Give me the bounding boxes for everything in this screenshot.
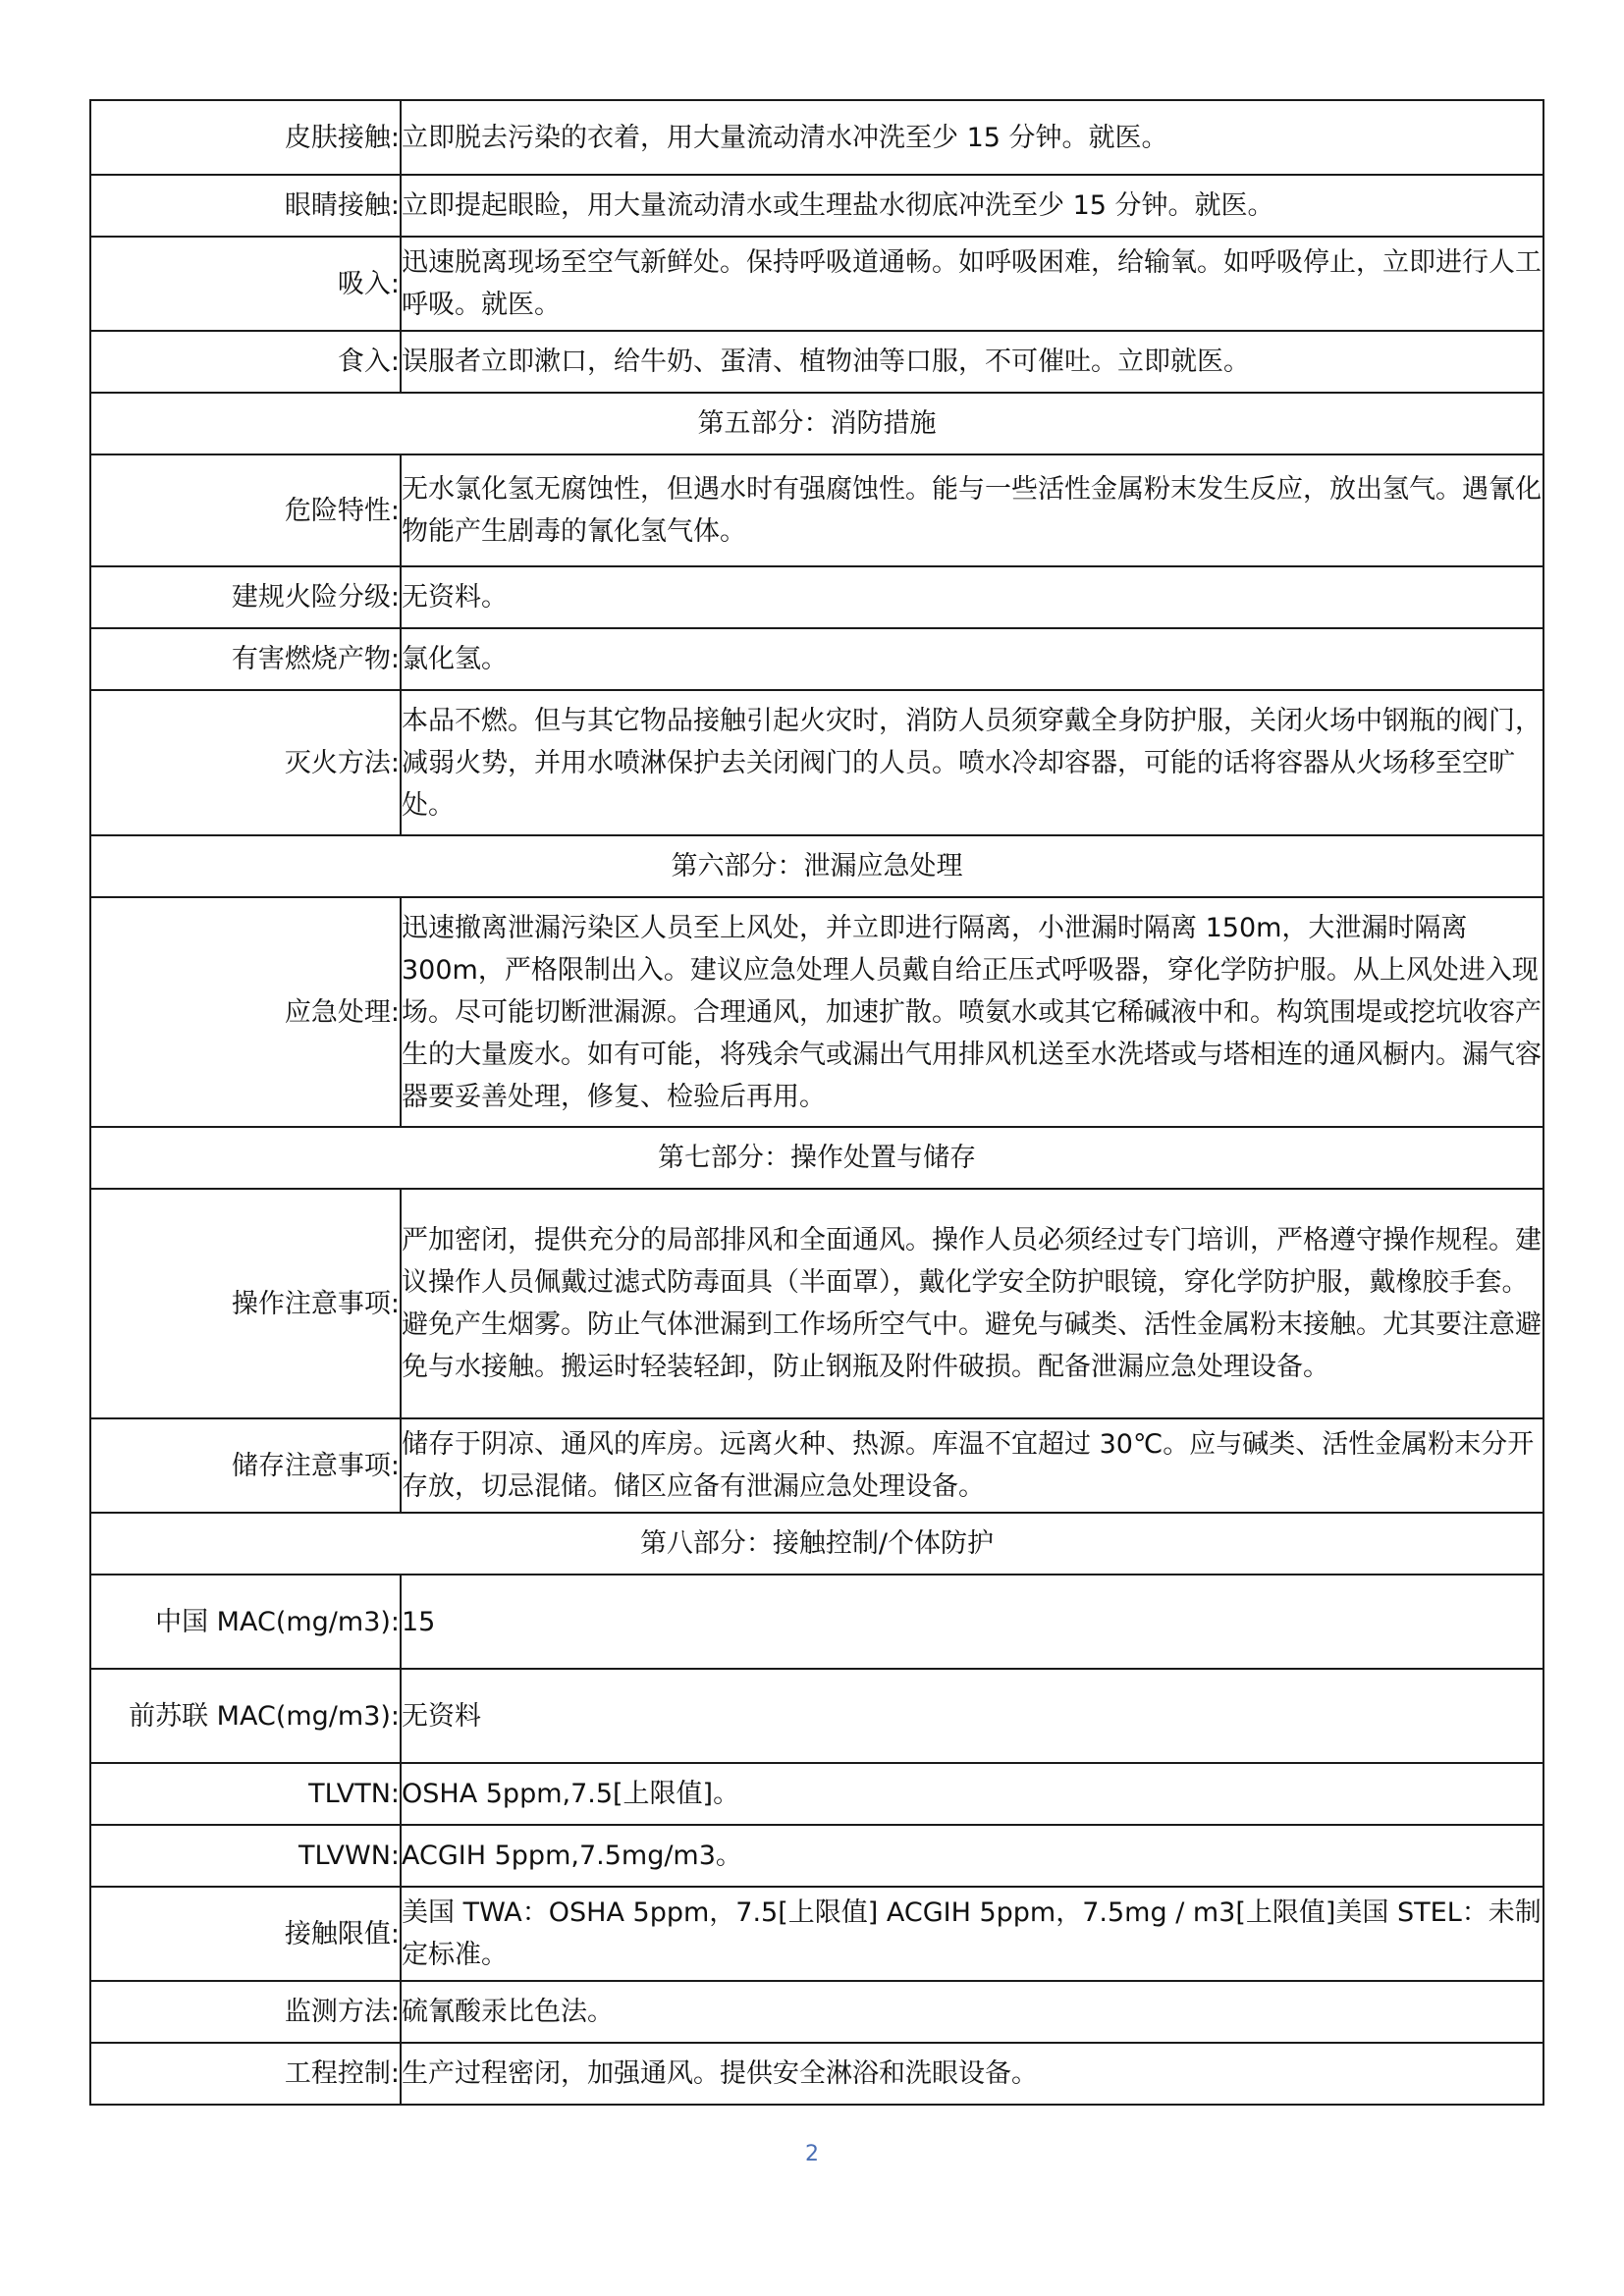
table-row: [90, 1981, 1543, 2043]
row-value: 无资料: [401, 1669, 1543, 1763]
table-row: [90, 690, 1543, 835]
table-row: [90, 1189, 1543, 1418]
row-label: 建规火险分级:: [90, 566, 401, 628]
table-row: [90, 628, 1543, 690]
row-label: 监测方法:: [90, 1981, 401, 2043]
row-label: 眼睛接触:: [90, 175, 401, 237]
table-row: [90, 1669, 1543, 1763]
table-row: [90, 100, 1543, 175]
row-value: 立即脱去污染的衣着，用大量流动清水冲洗至少 15 分钟。就医。: [401, 100, 1543, 175]
table-row: [90, 897, 1543, 1127]
sds-table: [89, 99, 1544, 2106]
table-row: [90, 331, 1543, 393]
row-value: ACGIH 5ppm,7.5mg/m3。: [401, 1825, 1543, 1887]
section-header-row: [90, 1513, 1543, 1575]
section-header: 第八部分：接触控制/个体防护: [90, 1513, 1543, 1575]
row-value: 严加密闭，提供充分的局部排风和全面通风。操作人员必须经过专门培训，严格遵守操作规程。建议操作人员佩戴过滤式防毒面具（半面罩），戴化学安全防护眼镜，穿化学防护服，戴橡胶手套。避免产生烟雾。防止气体泄漏到工作场所空气中。避免与碱类、活性金属粉末接触。尤其要注意避免与水接触。搬运时轻装轻卸，防止钢瓶及附件破损。配备泄漏应急处理设备。: [401, 1189, 1543, 1418]
table-row: [90, 1418, 1543, 1513]
table-row: [90, 454, 1543, 566]
row-label: 应急处理:: [90, 897, 401, 1127]
row-label: 中国 MAC(mg/m3):: [90, 1575, 401, 1669]
table-row: [90, 1763, 1543, 1825]
row-value: 硫氰酸汞比色法。: [401, 1981, 1543, 2043]
section-header-row: [90, 835, 1543, 897]
row-label: 接触限值:: [90, 1887, 401, 1981]
row-label: 工程控制:: [90, 2043, 401, 2105]
row-label: 危险特性:: [90, 454, 401, 566]
row-value: 生产过程密闭，加强通风。提供安全淋浴和洗眼设备。: [401, 2043, 1543, 2105]
row-label: TLVWN:: [90, 1825, 401, 1887]
row-value: 迅速脱离现场至空气新鲜处。保持呼吸道通畅。如呼吸困难，给输氧。如呼吸停止，立即进行人工呼吸。就医。: [401, 237, 1543, 331]
row-value: 迅速撤离泄漏污染区人员至上风处，并立即进行隔离，小泄漏时隔离 150m，大泄漏时隔离 300m，严格限制出入。建议应急处理人员戴自给正压式呼吸器，穿化学防护服。从上风处进入现场。尽可能切断泄漏源。合理通风，加速扩散。喷氨水或其它稀碱液中和。构筑围堤或挖坑收容产生的大量废水。如有可能，将残余气或漏出气用排风机送至水洗塔或与塔相连的通风橱内。漏气容器要妥善处理，修复、检验后再用。: [401, 897, 1543, 1127]
row-label: 灭火方法:: [90, 690, 401, 835]
row-value: 无水氯化氢无腐蚀性，但遇水时有强腐蚀性。能与一些活性金属粉末发生反应，放出氢气。遇氰化物能产生剧毒的氰化氢气体。: [401, 454, 1543, 566]
table-row: [90, 175, 1543, 237]
row-value: 本品不燃。但与其它物品接触引起火灾时，消防人员须穿戴全身防护服，关闭火场中钢瓶的阀门，减弱火势，并用水喷淋保护去关闭阀门的人员。喷水冷却容器，可能的话将容器从火场移至空旷处。: [401, 690, 1543, 835]
row-value: 无资料。: [401, 566, 1543, 628]
row-label: 前苏联 MAC(mg/m3):: [90, 1669, 401, 1763]
row-value: OSHA 5ppm,7.5[上限值]。: [401, 1763, 1543, 1825]
row-value: 立即提起眼睑，用大量流动清水或生理盐水彻底冲洗至少 15 分钟。就医。: [401, 175, 1543, 237]
table-row: [90, 566, 1543, 628]
row-label: 储存注意事项:: [90, 1418, 401, 1513]
row-value: 误服者立即漱口，给牛奶、蛋清、植物油等口服，不可催吐。立即就医。: [401, 331, 1543, 393]
section-header: 第五部分：消防措施: [90, 393, 1543, 454]
row-value: 储存于阴凉、通风的库房。远离火种、热源。库温不宜超过 30℃。应与碱类、活性金属粉末分开存放，切忌混储。储区应备有泄漏应急处理设备。: [401, 1418, 1543, 1513]
row-value: 15: [401, 1575, 1543, 1669]
row-label: TLVTN:: [90, 1763, 401, 1825]
table-row: [90, 1575, 1543, 1669]
table-row: [90, 1825, 1543, 1887]
row-value: 氯化氢。: [401, 628, 1543, 690]
row-label: 食入:: [90, 331, 401, 393]
row-label: 操作注意事项:: [90, 1189, 401, 1418]
row-label: 吸入:: [90, 237, 401, 331]
table-row: [90, 2043, 1543, 2105]
row-label: 有害燃烧产物:: [90, 628, 401, 690]
row-label: 皮肤接触:: [90, 100, 401, 175]
section-header: 第六部分：泄漏应急处理: [90, 835, 1543, 897]
table-row: [90, 237, 1543, 331]
section-header-row: [90, 393, 1543, 454]
page-number: 2: [805, 2142, 819, 2166]
section-header-row: [90, 1127, 1543, 1189]
section-header: 第七部分：操作处置与储存: [90, 1127, 1543, 1189]
table-row: [90, 1887, 1543, 1981]
row-value: 美国 TWA：OSHA 5ppm，7.5[上限值] ACGIH 5ppm，7.5mg / m3[上限值]美国 STEL：未制定标准。: [401, 1887, 1543, 1981]
